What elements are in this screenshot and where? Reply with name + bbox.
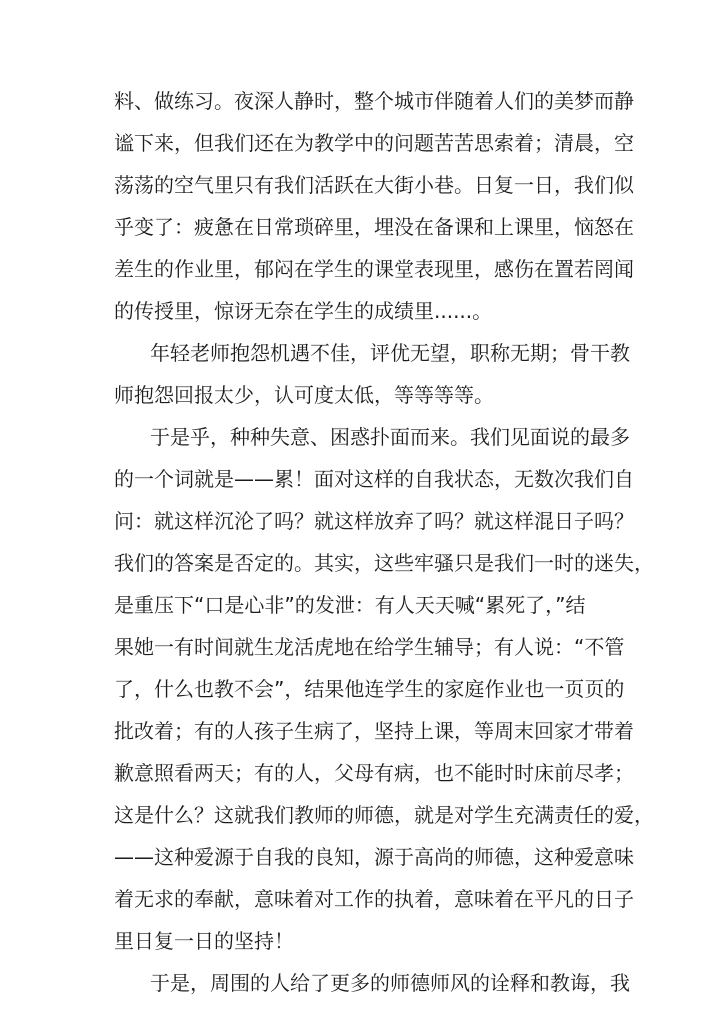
paragraph-3-line-6: 果她一有时间就生龙活虎地在给学生辅导；有人说：“不管 [114, 635, 625, 659]
paragraph-3-line-3: 问：就这样沉沦了吗？就这样放弃了吗？就这样混日子吗？ [114, 509, 634, 533]
paragraph-3-line-1: 于是乎，种种失意、困惑扑面而来。我们见面说的最多 [150, 425, 630, 449]
paragraph-3-line-10: 这是什么？这就我们教师的师德，就是对学生充满责任的爱， [114, 803, 654, 827]
paragraph-3-line-13: 里日复一日的坚持！ [114, 929, 294, 953]
paragraph-1-line-3: 荡荡的空气里只有我们活跃在大街小巷。日复一日，我们似 [114, 173, 634, 197]
paragraph-3-line-8: 批改着；有的人孩子生病了，坚持上课，等周末回家才带着 [114, 719, 634, 743]
paragraph-1-line-6: 的传授里，惊讶无奈在学生的成绩里......。 [114, 299, 493, 323]
paragraph-3-line-12: 着无求的奉献，意味着对工作的执着，意味着在平凡的日子 [114, 887, 634, 911]
paragraph-1-line-1: 料、做练习。夜深人静时，整个城市伴随着人们的美梦而静 [114, 89, 634, 113]
paragraph-3-line-9: 歉意照看两天；有的人，父母有病，也不能时时床前尽孝； [114, 761, 634, 785]
paragraph-3-line-2: 的一个词就是——累！面对这样的自我状态，无数次我们自 [114, 467, 634, 491]
paragraph-4-line-1: 于是，周围的人给了更多的师德师风的诠释和教诲，我 [150, 971, 630, 995]
document-body [114, 80, 654, 1004]
paragraph-3-line-4: 我们的答案是否定的。其实，这些牢骚只是我们一时的迷失， [114, 551, 654, 575]
paragraph-1-line-4: 乎变了：疲惫在日常琐碎里，埋没在备课和上课里，恼怒在 [114, 215, 634, 239]
paragraph-3-line-11: ——这种爱源于自我的良知，源于高尚的师德，这种爱意味 [114, 845, 634, 869]
paragraph-2-line-2: 师抱怨回报太少，认可度太低，等等等等。 [114, 383, 494, 407]
paragraph-2-line-1: 年轻老师抱怨机遇不佳，评优无望，职称无期；骨干教 [150, 341, 630, 365]
paragraph-3-line-7: 了，什么也教不会”，结果他连学生的家庭作业也一页页的 [114, 677, 625, 701]
paragraph-3-line-5: 是重压下“口是心非”的发泄：有人天天喊“累死了，”结 [114, 593, 586, 617]
paragraph-1-line-5: 差生的作业里，郁闷在学生的课堂表现里，感伤在置若罔闻 [114, 257, 634, 281]
paragraph-1-line-2: 谧下来，但我们还在为教学中的问题苦苦思索着；清晨，空 [114, 131, 634, 155]
